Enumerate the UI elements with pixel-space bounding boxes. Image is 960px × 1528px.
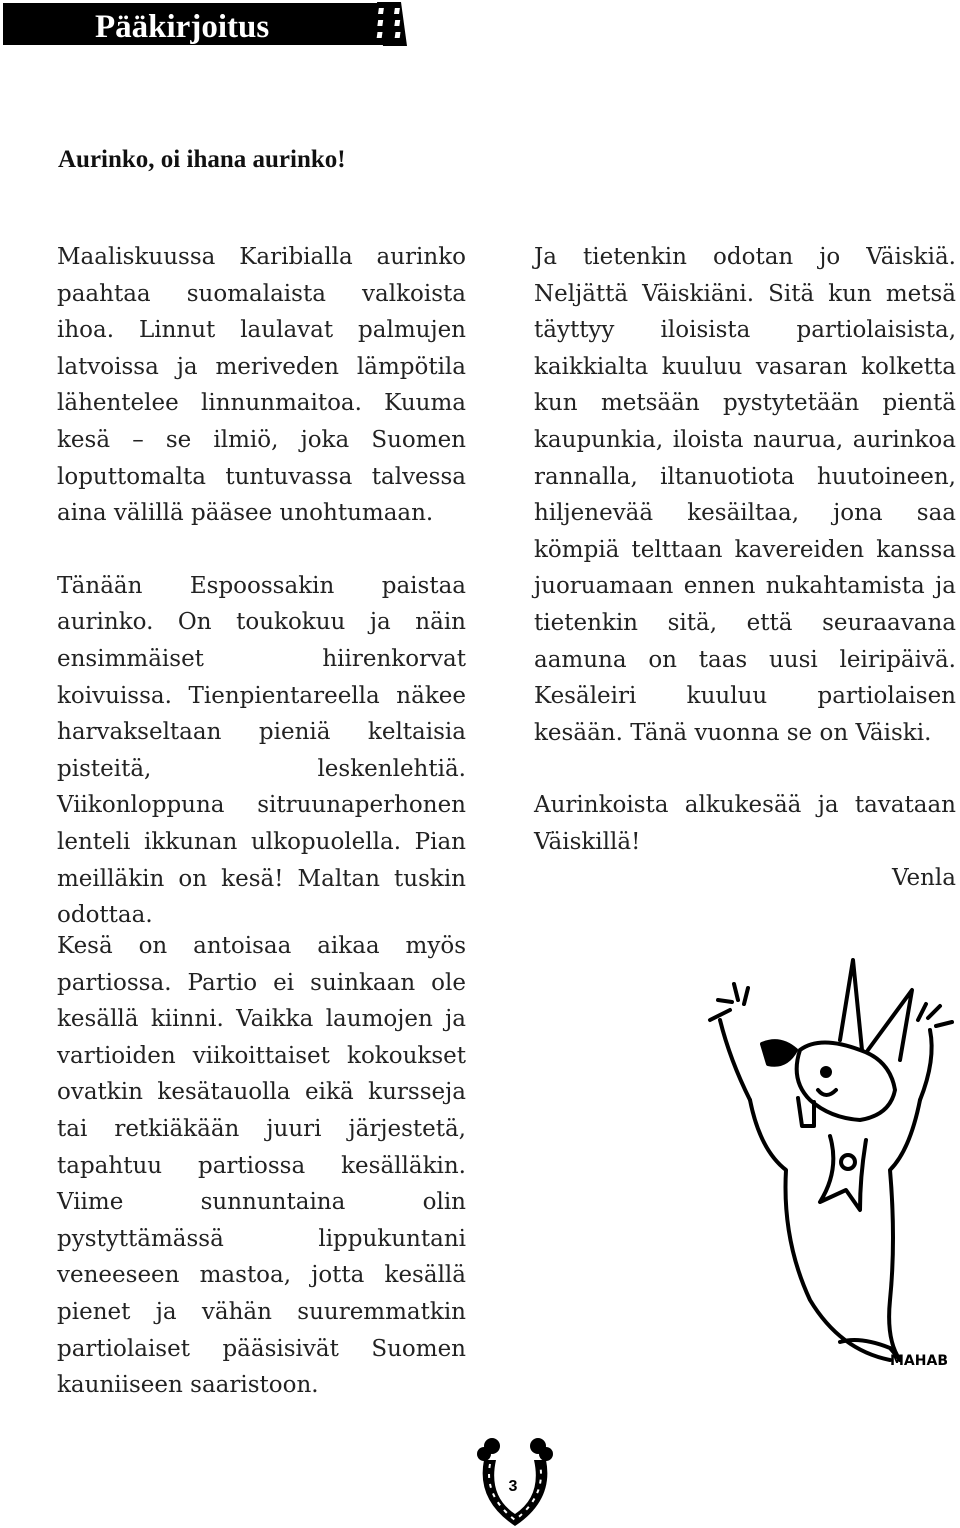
page-number: 3: [508, 1478, 518, 1495]
paragraph-summer-scouting: Kesä on antoisaa aikaa myös partiossa. Partio ei suinkaan ole kesällä kiinni. Vaikka laumojen ja vartioiden viikoittaiset kokoukset ovatkin kesätauolla eikä kursseja tai retkiäkään juuri järjestetä, tapahtuu partiossa kesälläkin. Viime sunnuntaina olin pystyttämässä lippukuntani veneeseen mastoa, jotta kesällä pienet ja vähän suuremmatkin partiolaiset pääsisivät Suomen kauniiseen saaristoon.: [57, 933, 466, 1399]
right-column: [534, 239, 956, 861]
paragraph-intro: Maaliskuussa Karibialla aurinko paahtaa suomalaista valkoista ihoa. Linnut laulavat palmujen latvoissa ja meriveden lämpötila lähentelee linnunmaitoa. Kuuma kesä – se ilmiö, joka Suomen loputtomalta tuntuvassa talvessa aina välillä pääsee unohtumaan.: [57, 244, 466, 527]
film-strip-icon: [371, 0, 411, 48]
section-title: Pääkirjoitus: [95, 9, 270, 45]
scout-bunny-illustration: [690, 940, 960, 1380]
paragraph-closing: Aurinkoista alkukesää ja tavataan Väiskillä!: [534, 792, 956, 855]
illustrator-signature: MAHAB: [890, 1353, 948, 1369]
left-column-top: [57, 239, 466, 934]
paragraph-spring: Tänään Espoossakin paistaa aurinko. On toukokuu ja näin ensimmäiset hiirenkorvat koivuissa. Tienpientareella näkee harvakseltaan pieniä keltaisia pisteitä, leskenlehtiä. Viikonloppuna sitruunaperhonen lenteli ikkunan ulkopuolella. Pian meilläkin on kesä! Maltan tuskin odottaa.: [57, 572, 466, 929]
author-signature: Venla: [892, 865, 956, 891]
left-column-bottom: [57, 928, 466, 1404]
paragraph-camp: Ja tietenkin odotan jo Väiskiä. Neljättä Väiskiäni. Sitä kun metsä täyttyy iloisista partiolaisista, kaikkialta kuuluu vasaran kolketta kun metsään pystytetään pientä kaupunkia, iloista naurua, aurinkoa rannalla, iltanuotiota huutoineen, hiljenevää kesäiltaa, jona saa kömpiä telttaan kavereiden kanssa juoruamaan ennen nukahtamista ja tietenkin sitä, että seuraavana aamuna on taas uusi leiripäivä. Kesäleiri kuuluu partiolaisen kesään. Tänä vuonna se on Väiski.: [534, 244, 956, 746]
article-headline: Aurinko, oi ihana aurinko!: [58, 146, 346, 173]
section-header-bar: [3, 3, 391, 45]
